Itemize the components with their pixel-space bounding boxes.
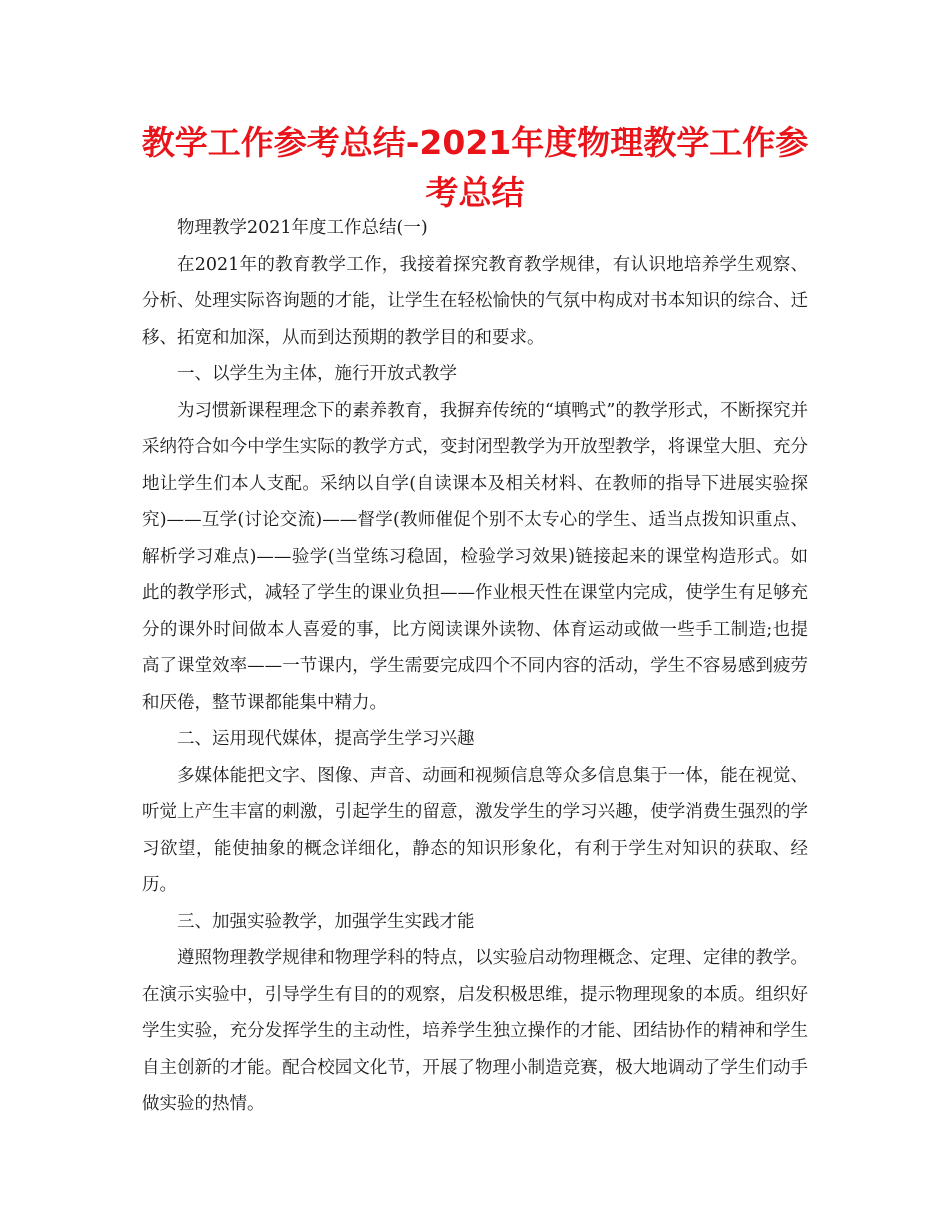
section-heading-2: 二、运用现代媒体，提高学生学习兴趣 [177,729,475,749]
section-heading-3: 三、加强实验教学，加强学生实践才能 [177,911,475,932]
section-paragraph-1: 为习惯新课程理念下的素养教育，我摒弃传统的“填鸭式”的教学形式，不断探究并采纳符合如今中学生实际的教学方式，变封闭型教学为开放型教学，将课堂大胆、充分地让学生们本人支配。采纳以自学(自读课本及相关材料、在教师的指导下进展实验探究)——互学(讨论交流)——督学(教师催促个别不太专心的学生、适当点拨知识重点、解析学习难点)——验学(当堂练习稳固，检验学习效果)链接起来的课堂构造形式。如此的教学形式，减轻了学生的课业负担——作业根天性在课堂内完成，使学生有足够充分的课外时间做本人喜爱的事，比方阅读课外读物、体育运动或做一些手工制造;也提高了课堂效率——一节课内，学生需要完成四个不同内容的活动，学生不容易感到疲劳和厌倦，整节课都能集中精力。 [142,400,808,713]
document-title: 教学工作参考总结-2021年度物理教学工作参考总结 [141,123,809,212]
document-body [142,210,808,1123]
section-paragraph-3: 遵照物理教学规律和物理学科的特点，以实验启动物理概念、定理、定律的教学。在演示实验中，引导学生有目的的观察，启发积极思维，提示物理现象的本质。组织好学生实验，充分发挥学生的主动性，培养学生独立操作的才能、团结协作的精神和学生自主创新的才能。配合校园文化节，开展了物理小制造竞赛，极大地调动了学生们动手做实验的热情。 [142,948,808,1114]
section-paragraph-2: 多媒体能把文字、图像、声音、动画和视频信息等众多信息集于一体，能在视觉、听觉上产生丰富的刺激，引起学生的留意，激发学生的学习兴趣，使学消费生强烈的学习欲望，能使抽象的概念详细化，静态的知识形象化，有利于学生对知识的获取、经历。 [142,765,808,895]
section-heading-1: 一、以学生为主体，施行开放式教学 [177,364,457,384]
intro-paragraph: 在2021年的教育教学工作，我接着探究教育教学规律，有认识地培养学生观察、分析、处理实际咨询题的才能，让学生在轻松愉快的气氛中构成对书本知识的综合、迁移、拓宽和加深，从而到达预期的教学目的和要求。 [142,254,808,348]
document-subtitle: 物理教学2021年度工作总结(一) [177,218,428,238]
